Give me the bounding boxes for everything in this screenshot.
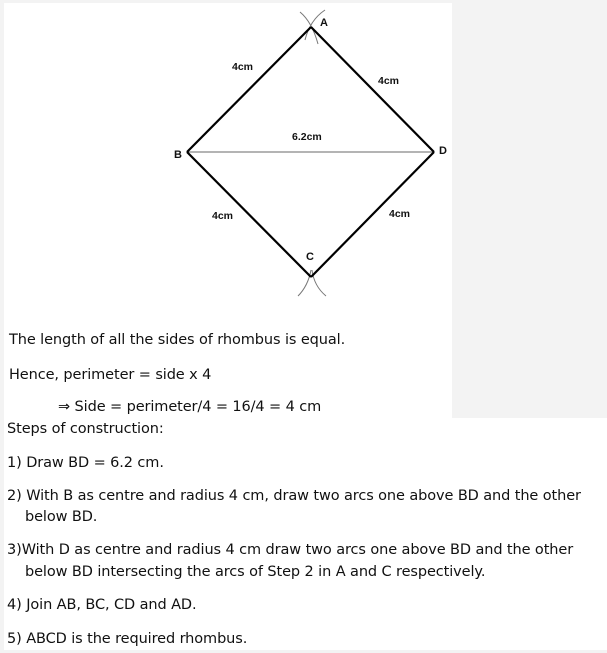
perimeter-formula: Hence, perimeter = side x 4 (9, 367, 212, 383)
step-number: 3) (7, 542, 22, 558)
intro-text: The length of all the sides of rhombus is equal. (9, 332, 346, 348)
step-number: 1) (7, 455, 22, 471)
step-number: 2) (7, 488, 22, 504)
side-label-cd: 4cm (389, 208, 411, 220)
side-calculation: ⇒ Side = perimeter/4 = 16/4 = 4 cm (58, 399, 322, 415)
step-text: ABCD is the required rhombus. (26, 631, 248, 647)
step-number: 4) (7, 597, 22, 613)
side-label-bc: 4cm (212, 210, 234, 222)
step-2-continued: below BD. (25, 509, 98, 525)
figure-panel (4, 3, 452, 420)
side-label-ab: 4cm (232, 61, 254, 73)
vertex-label-d: D (439, 145, 447, 157)
step-text: Join AB, BC, CD and AD. (26, 597, 197, 613)
step-5 (7, 631, 247, 647)
side-label-ad: 4cm (378, 75, 400, 87)
side-bc (187, 152, 311, 277)
vertex-label-b: B (174, 149, 182, 161)
step-text: With D as centre and radius 4 cm draw two arcs one above BD and the other (21, 542, 574, 558)
steps-heading: Steps of construction: (7, 421, 164, 437)
step-text: With B as centre and radius 4 cm, draw two arcs one above BD and the other (26, 488, 581, 504)
step-3 (7, 542, 573, 558)
vertex-label-a: A (320, 17, 328, 29)
step-3-continued: below BD intersecting the arcs of Step 2 in A and C respectively. (25, 564, 486, 580)
step-number: 5) (7, 631, 22, 647)
step-text: Draw BD = 6.2 cm. (26, 455, 164, 471)
rhombus-construction-diagram (4, 3, 452, 323)
side-ad (311, 27, 434, 152)
side-label-bd: 6.2cm (292, 131, 322, 143)
construction-steps-panel (4, 418, 607, 650)
step-1 (7, 455, 164, 471)
step-2 (7, 488, 581, 504)
vertex-label-c: C (306, 251, 314, 263)
side-cd (311, 152, 434, 277)
step-4 (7, 597, 196, 613)
